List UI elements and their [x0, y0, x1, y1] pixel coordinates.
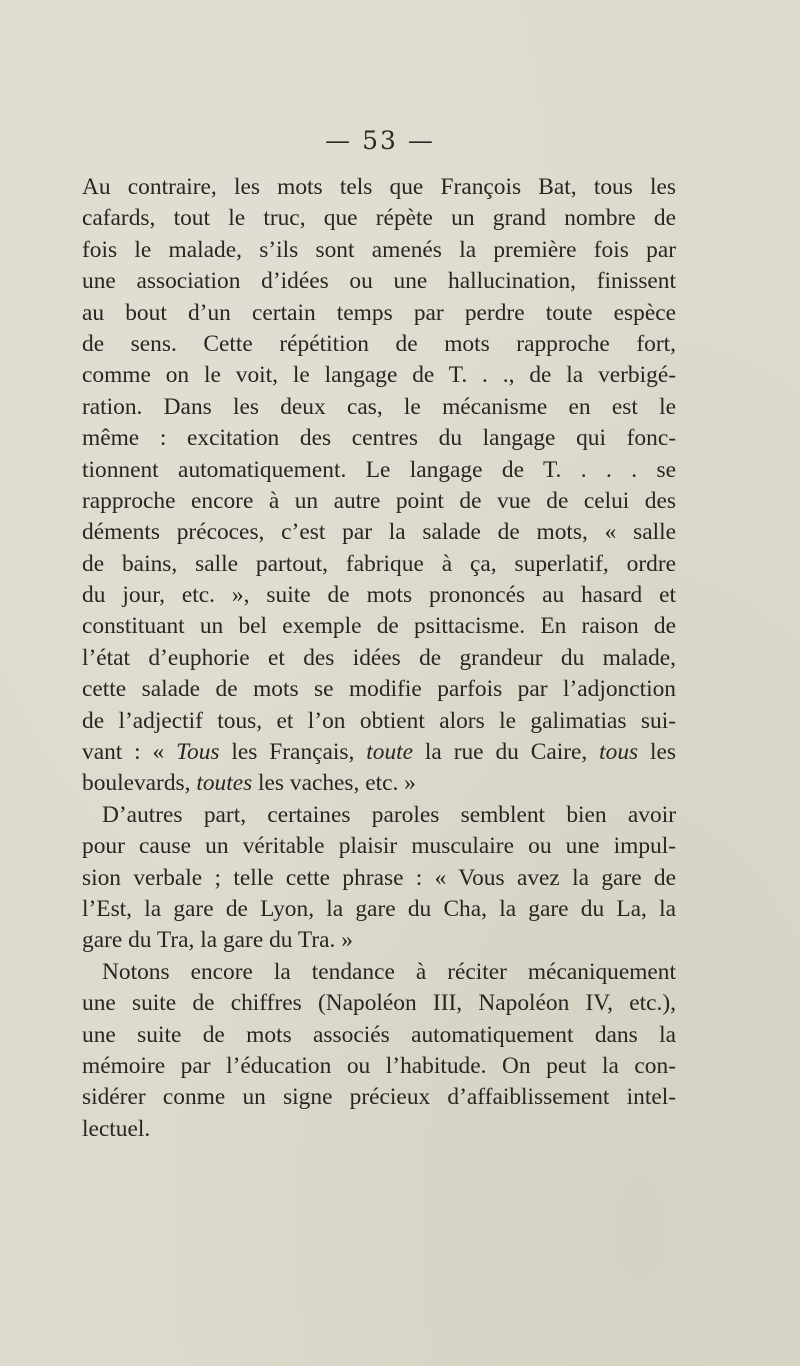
text-line [82, 517, 676, 548]
text-line [82, 1114, 676, 1145]
body-text [82, 172, 676, 1145]
text-run: cette salade de mots se modifie parfois par l’adjonction [82, 676, 676, 703]
text-run: la rue du Caire, [413, 739, 600, 766]
text-line [82, 1051, 676, 1082]
italic-word: Tous [176, 739, 220, 766]
text-line [82, 800, 676, 831]
text-run: comme on le voit, le langage de T. . ., de la verbigé- [82, 362, 676, 389]
paragraph [82, 957, 676, 1145]
text-line [82, 172, 676, 203]
text-line [82, 957, 676, 988]
text-run: D’autres part, certaines paroles semblent bien avoir [102, 801, 676, 828]
paragraph [82, 800, 676, 957]
text-line [82, 643, 676, 674]
text-run: de l’adjectif tous, et l’on obtient alors le galimatias sui- [82, 707, 676, 734]
italic-word: toutes [196, 770, 253, 797]
text-line [82, 863, 676, 894]
text-line [82, 392, 676, 423]
text-run: lectuel. [82, 1115, 151, 1142]
text-run: constituant un bel exemple de psittacisme. En raison de [82, 613, 676, 640]
text-run: de sens. Cette répétition de mots rapproche fort, [82, 330, 676, 357]
text-run: même : excitation des centres du langage qui fonc- [82, 425, 676, 452]
paragraph [82, 172, 676, 800]
text-run: une suite de mots associés automatiquement dans la [82, 1021, 676, 1048]
text-run: une suite de chiffres (Napoléon III, Napoléon IV, etc.), [82, 990, 676, 1017]
text-line [82, 768, 676, 799]
text-line [82, 831, 676, 862]
text-run: une association d’idées ou une hallucination, finissent [82, 268, 676, 295]
text-run: Au contraire, les mots tels que François Bat, tous les [82, 174, 676, 200]
text-line [82, 580, 676, 611]
text-run: pour cause un véritable plaisir musculaire ou une impul- [82, 833, 676, 860]
text-line [82, 455, 676, 486]
text-run: sion verbale ; telle cette phrase : « Vous avez la gare de [82, 864, 676, 891]
text-line [82, 1020, 676, 1051]
text-run: cafards, tout le truc, que répète un grand nombre de [82, 205, 676, 232]
text-run: tionnent automatiquement. Le langage de T. . . . se [82, 456, 676, 483]
text-line [82, 737, 676, 768]
text-run: Notons encore la tendance à réciter mécaniquement [102, 958, 676, 985]
text-line [82, 925, 676, 956]
italic-word: tous [599, 739, 639, 766]
text-line [82, 298, 676, 329]
text-line [82, 706, 676, 737]
text-run: vant : « [82, 739, 177, 766]
italic-word: toute [366, 739, 414, 766]
text-line [82, 203, 676, 234]
text-run: l’état d’euphorie et des idées de grandeur du malade, [82, 644, 676, 671]
text-line [82, 266, 676, 297]
text-line [82, 360, 676, 391]
text-run: sidérer conme un signe précieux d’affaiblissement intel- [82, 1084, 676, 1111]
text-run: rapproche encore à un autre point de vue de celui des [82, 487, 676, 514]
text-run: les [638, 739, 676, 766]
text-line [82, 611, 676, 642]
text-run: boulevards, [82, 770, 197, 797]
text-line [82, 894, 676, 925]
text-run: fois le malade, s’ils sont amenés la première fois par [82, 236, 676, 263]
text-line [82, 235, 676, 266]
text-run: déments précoces, c’est par la salade de mots, « salle [82, 519, 676, 546]
text-line [82, 486, 676, 517]
text-run: l’Est, la gare de Lyon, la gare du Cha, la gare du La, la [82, 895, 676, 922]
text-run: mémoire par l’éducation ou l’habitude. On peut la con- [82, 1052, 676, 1079]
text-line [82, 423, 676, 454]
text-run: au bout d’un certain temps par perdre toute espèce [82, 299, 676, 326]
text-run: de bains, salle partout, fabrique à ça, superlatif, ordre [82, 550, 676, 577]
text-line [82, 674, 676, 705]
text-line [82, 988, 676, 1019]
text-run: ration. Dans les deux cas, le mécanisme en est le [82, 393, 676, 420]
text-line [82, 549, 676, 580]
text-run: les vaches, etc. » [252, 770, 416, 797]
text-run: les Français, [219, 739, 367, 766]
text-line [82, 329, 676, 360]
text-run: du jour, etc. », suite de mots prononcés au hasard et [82, 582, 676, 609]
text-line [82, 1082, 676, 1113]
page-number: — 53 — [325, 126, 435, 155]
text-run: gare du Tra, la gare du Tra. » [82, 927, 353, 954]
